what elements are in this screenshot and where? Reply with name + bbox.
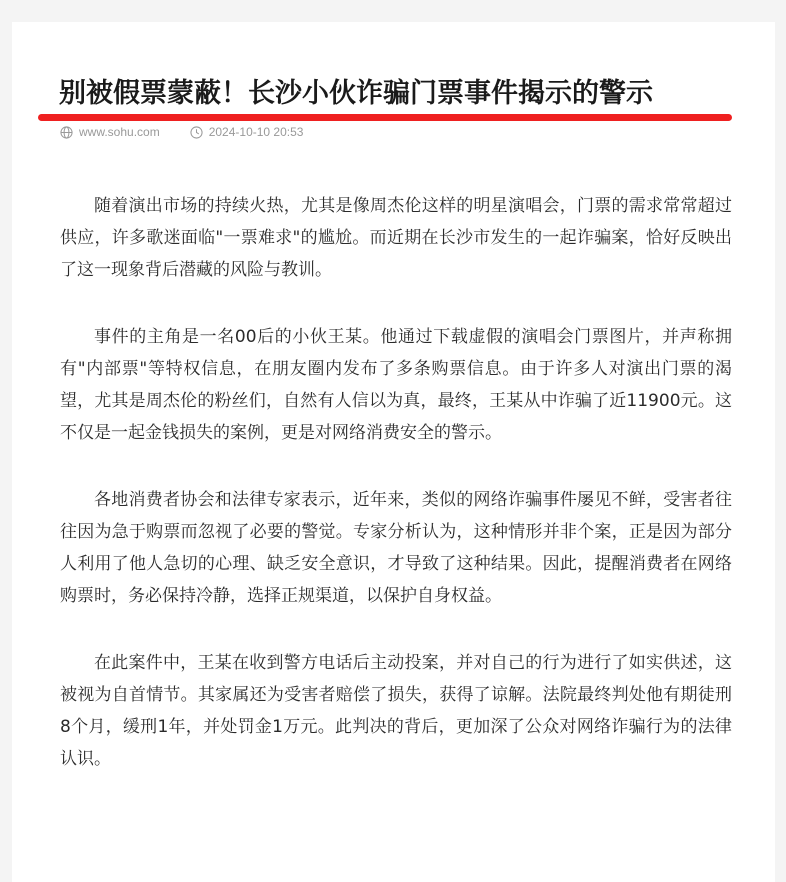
globe-icon <box>60 126 73 139</box>
paragraph-3: 各地消费者协会和法律专家表示，近年来，类似的网络诈骗事件屡见不鲜，受害者往往因为急于购票而忽视了必要的警觉。专家分析认为，这种情形并非个案，正是因为部分人利用了他人急切的心理、缺乏安全意识，才导致了这种结果。因此，提醒消费者在网络购票时，务必保持冷静，选择正规渠道，以保护自身权益。 <box>60 490 732 606</box>
paragraph-4: 在此案件中，王某在收到警方电话后主动投案，并对自己的行为进行了如实供述，这被视为自首情节。其家属还为受害者赔偿了损失，获得了谅解。法院最终判处他有期徒刑8个月，缓刑1年，并处罚金1万元。此判决的背后，更加深了公众对网络诈骗行为的法律认识。 <box>60 653 732 769</box>
article-body <box>60 190 732 810</box>
article-page <box>12 22 775 882</box>
source-meta[interactable] <box>60 125 160 139</box>
publish-time: 2024-10-10 20:53 <box>208 125 304 139</box>
source-link[interactable]: www.sohu.com <box>79 125 160 139</box>
clock-icon <box>190 126 203 139</box>
article-meta <box>60 125 303 139</box>
title-underline-highlight <box>38 114 732 121</box>
paragraph-1: 随着演出市场的持续火热，尤其是像周杰伦这样的明星演唱会，门票的需求常常超过供应，许多歌迷面临"一票难求"的尴尬。而近期在长沙市发生的一起诈骗案，恰好反映出了这一现象背后潜藏的风险与教训。 <box>60 196 732 280</box>
article-title: 别被假票蒙蔽！长沙小伙诈骗门票事件揭示的警示 <box>59 78 653 109</box>
paragraph-2: 事件的主角是一名00后的小伙王某。他通过下载虚假的演唱会门票图片，并声称拥有"内部票"等特权信息，在朋友圈内发布了多条购票信息。由于许多人对演出门票的渴望，尤其是周杰伦的粉丝们，自然有人信以为真，最终，王某从中诈骗了近11900元。这不仅是一起金钱损失的案例，更是对网络消费安全的警示。 <box>60 327 732 443</box>
time-meta <box>190 125 304 139</box>
